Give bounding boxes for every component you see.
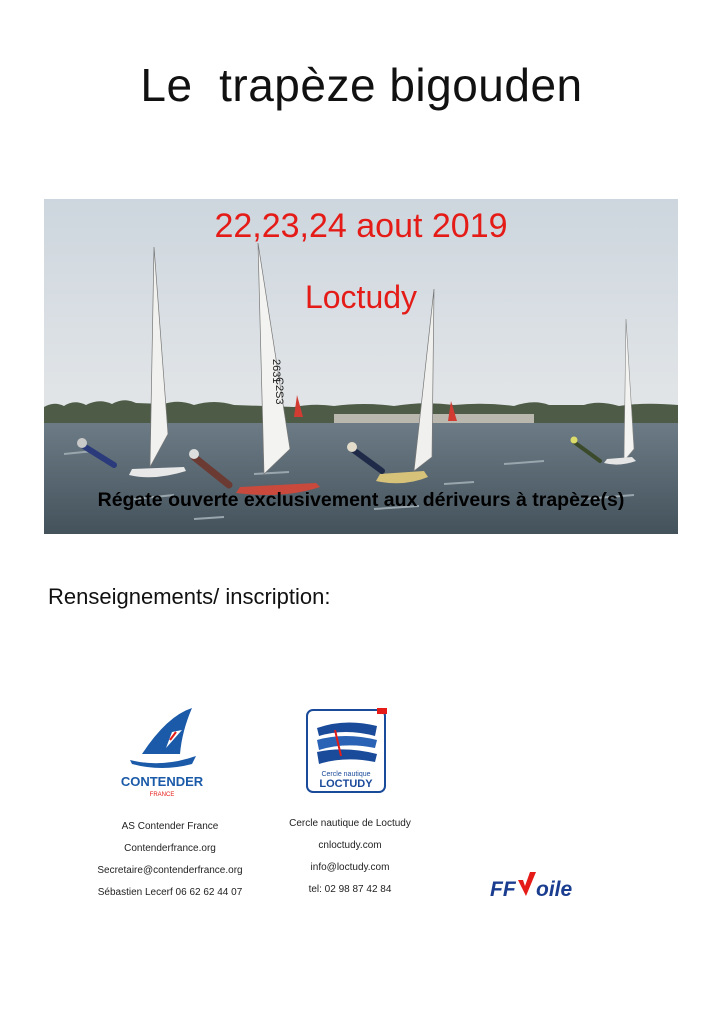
ffvoile-logo-ff: FF <box>490 878 516 901</box>
ffvoile-logo-oile: oile <box>536 878 573 901</box>
loctudy-contact-block <box>255 819 445 907</box>
sailing-photo <box>44 199 678 534</box>
poster-title: Le trapèze bigouden <box>140 59 583 111</box>
loctudy-org-name: Cercle nautique de Loctudy <box>289 818 411 829</box>
contender-email: Secretaire@contenderfrance.org <box>97 865 243 876</box>
event-location: Loctudy <box>304 279 418 315</box>
event-tagline: Régate ouverte exclusivement aux dériveurs à trapèze(s) <box>97 489 625 511</box>
contender-website: Contenderfrance.org <box>124 843 216 854</box>
sail-number: 2631 <box>270 359 282 384</box>
contender-france-logo <box>112 706 212 800</box>
sail-number: C2S3 <box>273 377 285 405</box>
loctudy-club-logo <box>305 706 389 794</box>
loctudy-logo-text: LOCTUDY <box>319 778 373 790</box>
banner-photo <box>44 199 678 534</box>
loctudy-email: info@loctudy.com <box>310 862 390 873</box>
loctudy-phone: tel: 02 98 87 42 84 <box>308 884 392 895</box>
contender-org-name: AS Contender France <box>121 821 219 832</box>
contender-contact-block <box>70 822 270 910</box>
contender-phone: Sébastien Lecerf 06 62 62 44 07 <box>97 887 243 898</box>
contender-logo-text: CONTENDER <box>120 774 204 789</box>
loctudy-website: cnloctudy.com <box>318 840 382 851</box>
loctudy-logo-sub: Cercle nautique <box>321 771 371 778</box>
event-dates: 22,23,24 aout 2019 <box>214 207 508 245</box>
ffvoile-logo <box>488 866 588 906</box>
contender-logo-sub: FRANCE <box>149 792 175 798</box>
info-heading: Renseignements/ inscription: <box>48 584 331 609</box>
